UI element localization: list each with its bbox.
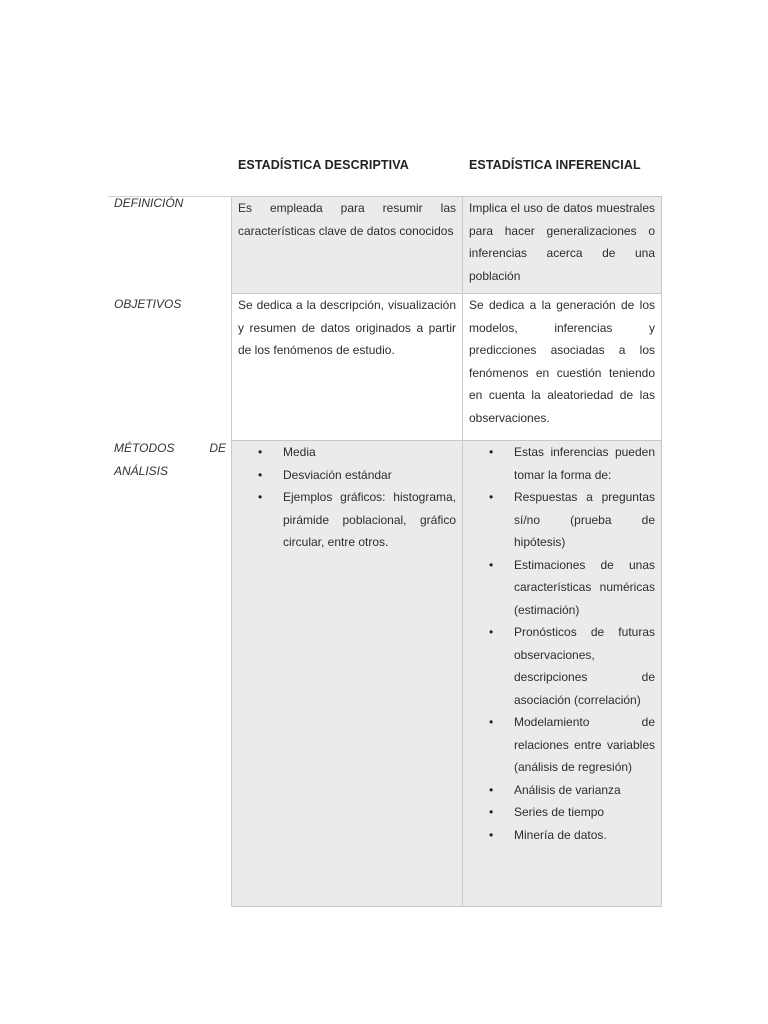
cell-objetivos-inferencial xyxy=(462,293,662,441)
cell-text: Es empleada para resumir las características clave de datos conocidos xyxy=(238,201,456,238)
list-item: • Respuestas a preguntas sí/no (prueba de hipótesis) xyxy=(469,486,655,554)
header-estadistica-descriptiva: ESTADÍSTICA DESCRIPTIVA xyxy=(238,158,409,172)
cell-text: Se dedica a la generación de los modelos, inferencias y predicciones asociadas a los fenómenos en cuestión teniendo en cuenta la aleatoriedad de las observaciones. xyxy=(469,298,655,425)
list-item: • Ejemplos gráficos: histograma, pirámide poblacional, gráfico circular, entre otros. xyxy=(238,486,456,554)
list-item: • Análisis de varianza xyxy=(469,779,655,802)
row-label-metodos: MÉTODOS DE ANÁLISIS xyxy=(114,441,226,478)
cell-metodos-descriptiva xyxy=(231,440,463,907)
cell-objetivos-descriptiva xyxy=(231,293,463,441)
list-item: • Minería de datos. xyxy=(469,824,655,847)
list-item: • Modelamiento de relaciones entre variables (análisis de regresión) xyxy=(469,711,655,779)
cell-definicion-descriptiva xyxy=(231,196,463,294)
list-item: • Pronósticos de futuras observaciones, descripciones de asociación (correlación) xyxy=(469,621,655,711)
list-item: • Estimaciones de unas características numéricas (estimación) xyxy=(469,554,655,622)
list-item: • Series de tiempo xyxy=(469,801,655,824)
bullet-list-descriptiva xyxy=(238,441,456,554)
cell-text: Implica el uso de datos muestrales para hacer generalizaciones o inferencias acerca de una población xyxy=(469,201,655,283)
cell-metodos-inferencial xyxy=(462,440,662,907)
cell-definicion-inferencial xyxy=(462,196,662,294)
list-item: • Estas inferencias pueden tomar la forma de: xyxy=(469,441,655,486)
header-estadistica-inferencial: ESTADÍSTICA INFERENCIAL xyxy=(469,158,641,172)
list-item: • Desviación estándar xyxy=(238,464,456,487)
row-label-objetivos: OBJETIVOS xyxy=(114,297,182,311)
row-label-definicion: DEFINICIÓN xyxy=(114,196,184,210)
bullet-list-inferencial xyxy=(469,441,655,846)
list-item: • Media xyxy=(238,441,456,464)
cell-text: Se dedica a la descripción, visualización y resumen de datos originados a partir de los fenómenos de estudio. xyxy=(238,298,456,357)
